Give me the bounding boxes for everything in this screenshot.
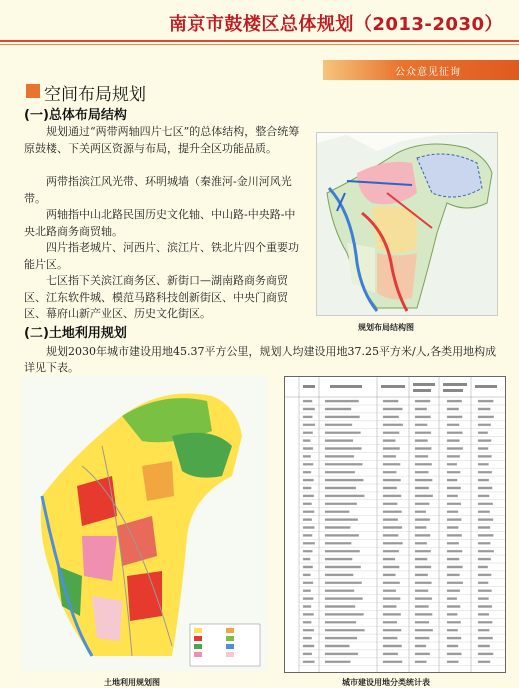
table-caption: 城市建设用地分类统计表 [342, 678, 430, 687]
document-title: 南京市鼓楼区总体规划（2013-2030） [168, 14, 503, 35]
landuse-statistics-table-image [284, 376, 506, 673]
structure-map-image [316, 132, 498, 316]
structure-map-caption: 规划布局结构图 [358, 323, 414, 332]
landuse-map-caption: 土地利用规划图 [104, 678, 160, 687]
paragraph-belts: 两带指滨江风光带、环明城墙（秦淮河-金川河风光带。 [24, 175, 292, 205]
section-bullet-icon [26, 84, 40, 98]
paragraph-districts: 七区指下关滨江商务区、新街口—湖南路商务商贸区、江东软件城、模范马路科技创新街区、中央门商贸区、幕府山新产业区、历史文化街区。 [24, 274, 288, 320]
banner-label: 公众意见征询 [395, 67, 461, 78]
header-rule-thin [0, 44, 519, 45]
subsection-title-structure: (一)总体布局结构 [24, 108, 127, 123]
landuse-map-image [22, 376, 267, 671]
subsection-title-landuse: (二)土地利用规划 [24, 326, 127, 341]
paragraph-axes: 两轴指中山北路民国历史文化轴、中山路-中央路-中央北路商务商贸轴。 [24, 208, 296, 238]
header-rule [0, 40, 519, 42]
paragraph-zones: 四片指老城片、河西片、滨江片、铁北片四个重要功能片区。 [24, 241, 299, 271]
page-header [0, 0, 519, 58]
section-banner [323, 60, 519, 80]
paragraph-intro: 规划通过“两带两轴四片七区”的总体结构，整合统筹原鼓楼、下关两区资源与布局，提升全区功能品质。 [24, 125, 300, 155]
paragraph-landuse: 规划2030年城市建设用地45.37平方公里，规划人均建设用地37.25平方米/人,各类用地构成详见下表。 [24, 345, 497, 374]
section-title: 空间布局规划 [44, 85, 146, 105]
